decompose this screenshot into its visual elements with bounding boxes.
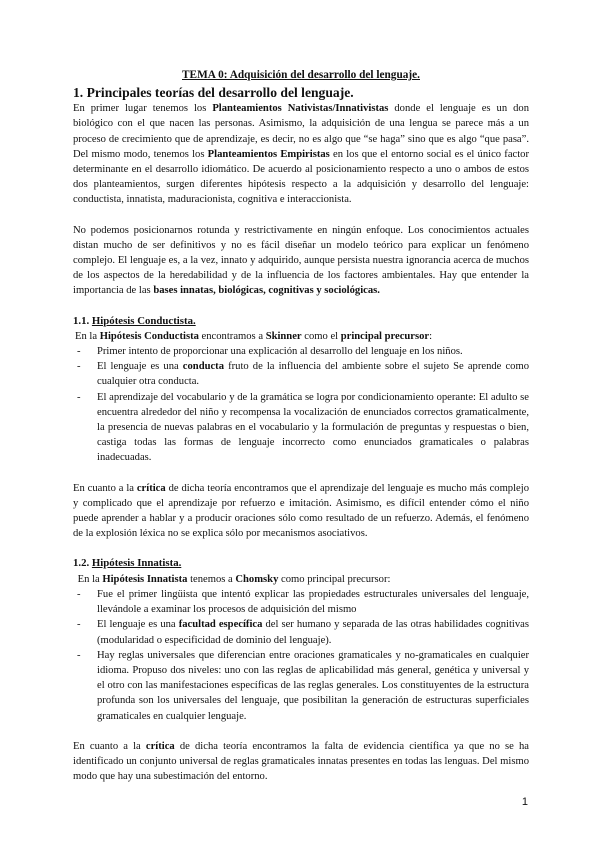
list-item: - Fue el primer lingüista que intentó explicar las propiedades estructurales universales del lenguaje, llevándole a examinar los procesos de adquisición del mismo <box>73 587 529 617</box>
list-item: - Primer intento de proporcionar una explicación al desarrollo del lenguaje en los niños. <box>73 344 529 359</box>
paragraph-critica-innatista: En cuanto a la crítica de dicha teoría encontramos la falta de evidencia científica ya que no se ha identificado un conjunto universal de reglas gramaticales innatas presentes en todas las lenguas. Del mismo modo que hay una subestimación del entorno. <box>73 740 529 783</box>
page-number: 1 <box>521 796 528 808</box>
section-heading-1: 1. Principales teorías del desarrollo del lenguaje. <box>73 85 354 101</box>
section-heading-1-1: 1.1. Hipótesis Conductista. <box>73 314 196 327</box>
intro-conductista: En la Hipótesis Conductista encontramos a Skinner como el principal precursor: <box>75 330 433 342</box>
paragraph-critica-conductista: En cuanto a la crítica de dicha teoría encontramos que el aprendizaje del lenguaje es mucho más complejo y complicado que el aprendizaje por refuerzo e imitación. Asimismo, es difícil entender cómo el niño puede aprender a hablar y a producir oraciones sólo como resultado de un refuerzo. Además, el fenómeno de la explosión léxica no se explica sólo por mecanismos asociativos. <box>73 482 529 540</box>
list-item: - El lenguaje es una facultad específica del ser humano y separada de las otras habilidades cognitivas (modularidad o especificidad de dominio del lenguaje). <box>73 617 529 647</box>
list-item: - Hay reglas universales que diferencian entre oraciones gramaticales y no-gramaticales en cualquier idioma. Propuso dos niveles: uno con las reglas de aplicabilidad más general, genética y universal y el otro con las manifestaciones específicas de las reglas generales. Los constituyentes de la estructura profunda son los universales del lenguaje, que posibilitan la generación de estructuras superficiales gramaticales en cualquier lenguaje. <box>73 648 529 724</box>
section-heading-1-2: 1.2. Hipótesis Innatista. <box>73 557 182 570</box>
paragraph-enfoque: No podemos posicionarnos rotunda y restrictivamente en ningún enfoque. Los conocimientos actuales distan mucho de ser definitivos y no es fácil diseñar un modelo teórico para explicar un fenómeno complejo. El lenguaje es, a la vez, innato y adquirido, aunque persista nuestra ignorancia acerca de muchos de los aspectos de la heredabilidad y de la influencia de los factores ambientales. Hay que entender la importancia de las bases innatas, biológicas, cognitivas y sociológicas. <box>73 224 529 297</box>
document-page <box>73 68 529 784</box>
list-item: - El lenguaje es una conducta fruto de la influencia del ambiente sobre el sujeto Se aprende como cualquier otra conducta. <box>73 359 529 389</box>
list-item: - El aprendizaje del vocabulario y de la gramática se logra por condicionamiento operante: El adulto se encuentra alrededor del niño y recompensa la vocalización de enunciados correctos gramaticalmente, la presencia de nuevas palabras en el vocabulario y la formulación de preguntas y respuestas o bien, castiga todas las formas de lenguaje incorrecto como enunciados gramaticales o palabras inadecuadas. <box>73 390 529 466</box>
list-conductista <box>73 344 529 466</box>
intro-innatista: En la Hipótesis Innatista tenemos a Chomsky como principal precursor: <box>77 573 391 585</box>
document-title: TEMA 0: Adquisición del desarrollo del lenguaje. <box>182 69 420 81</box>
paragraph-planteamientos: En primer lugar tenemos los Planteamientos Nativistas/Innativistas donde el lenguaje es un don biológico con el que nacen las personas. Asimismo, la adquisición de una lengua se parece más a un proceso de crecimiento que de aprendizaje, es decir, no es algo que “se haga” sino que es algo “que pasa”. Del mismo modo, tenemos los Planteamientos Empiristas en los que el entorno social es el único factor determinante en el desarrollo idiomático. De acuerdo al posicionamiento respecto a uno o ambos de estos dos planteamientos, surgen diferentes hipótesis respecto a la adquisición y desarrollo del lenguaje: conductista, innatista, maduracionista, cognitiva e interaccionista. <box>73 103 530 206</box>
list-innatista <box>73 587 529 724</box>
